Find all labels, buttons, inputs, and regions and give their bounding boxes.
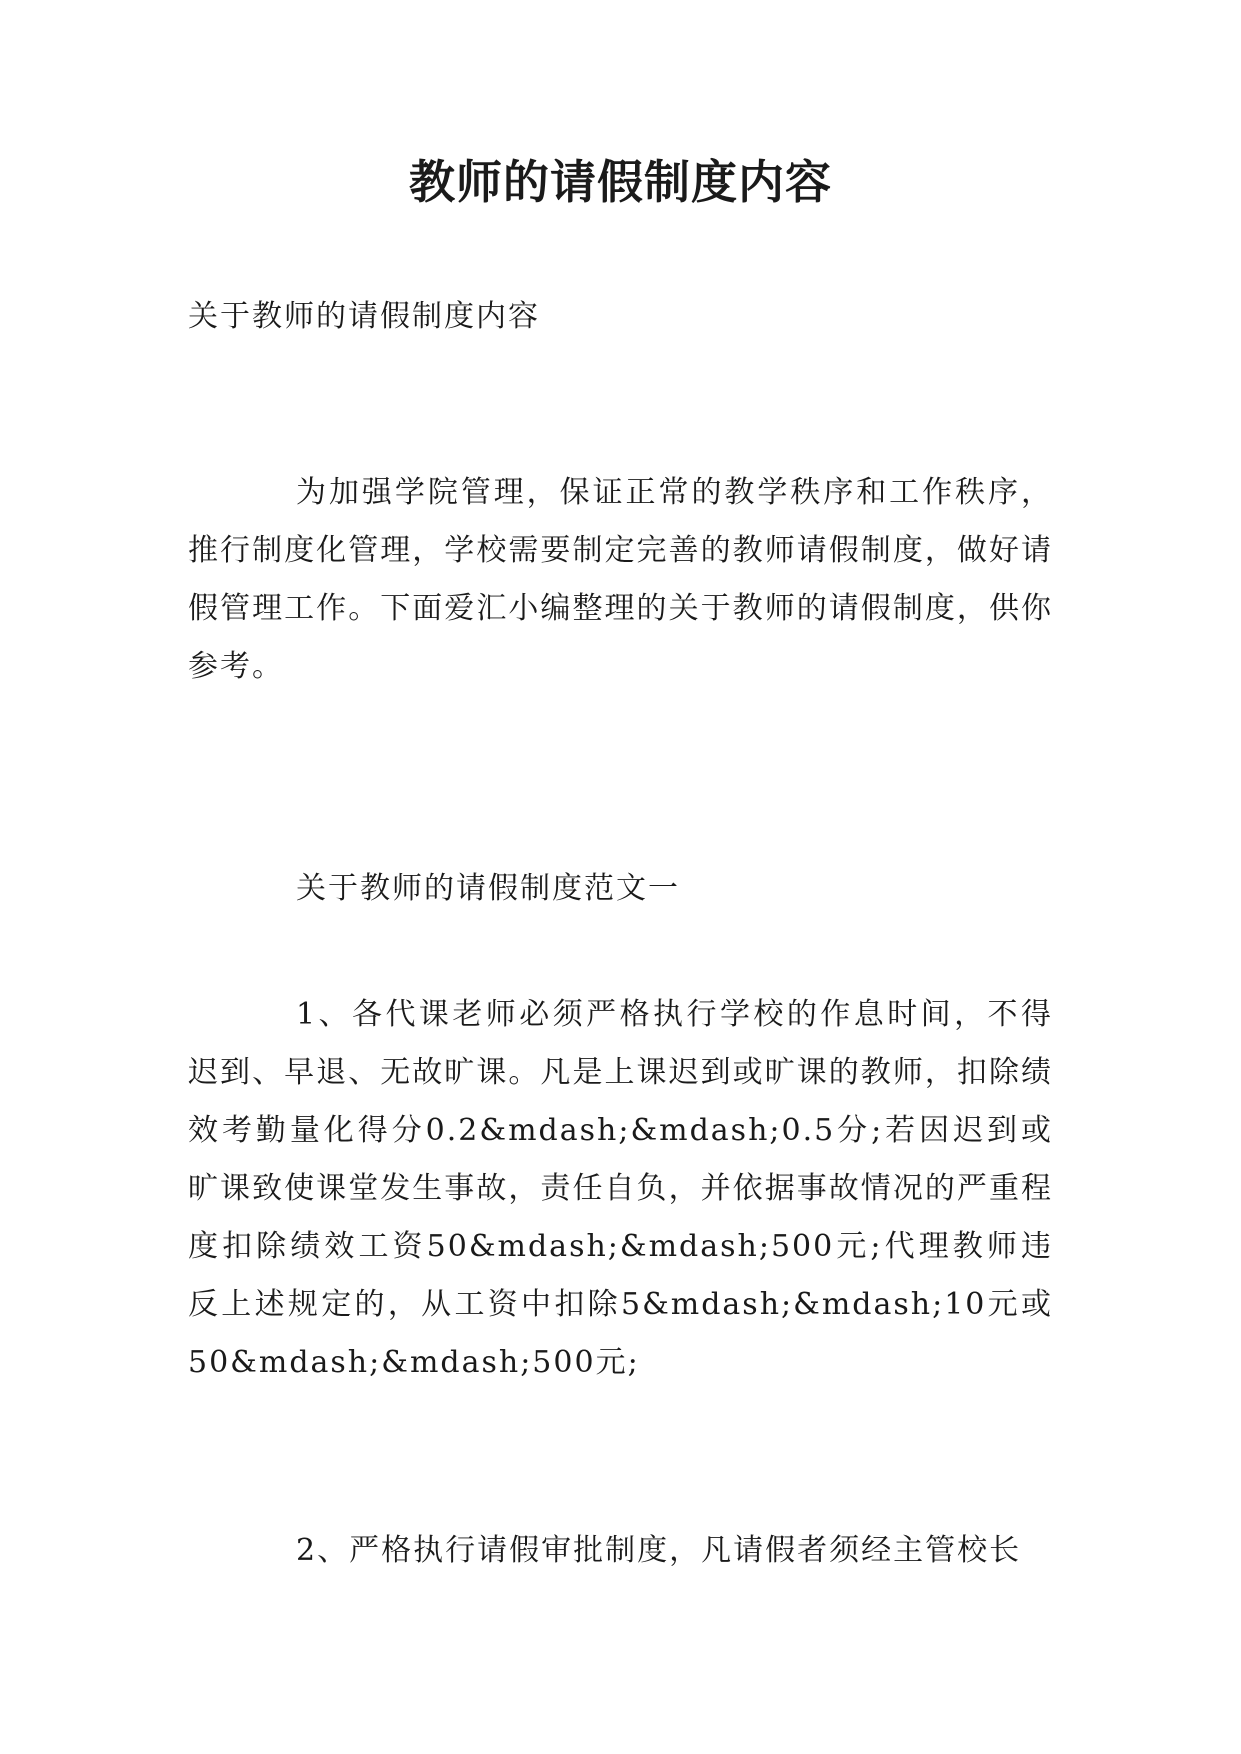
section-heading: 关于教师的请假制度范文一 [296, 871, 680, 906]
rule-item-2: 2、严格执行请假审批制度，凡请假者须经主管校长 [296, 1533, 1022, 1568]
rule-item-1: 1、各代课老师必须严格执行学校的作息时间，不得迟到、早退、无故旷课。凡是上课迟到或旷课的教师，扣除绩效考勤量化得分0.2&mdash;&mdash;0.5分;若因迟到或旷课致使课堂发生事故，责任自负，并依据事故情况的严重程度扣除绩效工资50&mdash;&mdash;500元;代理教师违反上述规定的，从工资中扣除5&mdash;&mdash;10元或50&mdash;&mdash;500元; [188, 997, 1053, 1380]
document-subtitle: 关于教师的请假制度内容 [188, 299, 540, 334]
document-title: 教师的请假制度内容 [409, 155, 832, 209]
intro-paragraph: 为加强学院管理，保证正常的教学秩序和工作秩序，推行制度化管理，学校需要制定完善的教师请假制度，做好请假管理工作。下面爱汇小编整理的关于教师的请假制度，供你参考。 [188, 475, 1053, 684]
